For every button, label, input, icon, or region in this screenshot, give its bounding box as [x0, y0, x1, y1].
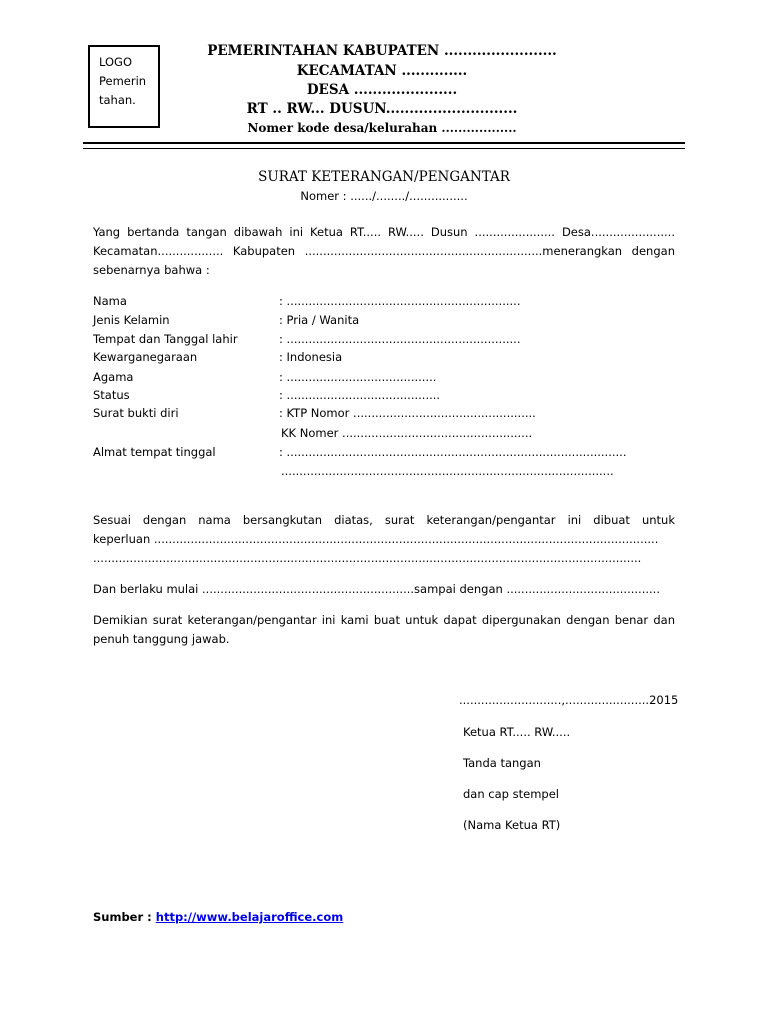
header-village-code: Nomer kode desa/kelurahan ..................	[247, 121, 517, 135]
field-value-kk: KK Nomer ....................................................	[281, 426, 533, 440]
field-value-status: : ..........................................	[279, 388, 441, 402]
header-rt-rw: RT .. RW... DUSUN............................	[246, 101, 518, 117]
signature-date: ............................,.......................2015	[459, 693, 679, 707]
purpose-line-3: ......................................................................................................................................................	[93, 551, 642, 565]
intro-line-1: Yang bertanda tangan dibawah ini Ketua RT..... RW..... Dusun ...................... Desa.......................	[93, 225, 675, 239]
field-value-ktp: : KTP Nomor ..................................................	[279, 406, 536, 420]
field-label-nationality: Kewarganegaraan	[93, 350, 198, 364]
closing-line-1: Demikian surat keterangan/pengantar ini kami buat untuk dapat dipergunakan dengan benar dan	[93, 613, 675, 627]
logo-line-1: LOGO	[99, 55, 133, 69]
field-value-name: : ................................................................	[279, 294, 521, 308]
header-divider-thin	[83, 148, 685, 149]
field-label-religion: Agama	[93, 370, 134, 384]
field-value-address: : .............................................................................................	[279, 445, 627, 459]
closing-line-2: penuh tanggung jawab.	[93, 632, 230, 646]
signature-stamp-note: dan cap stempel	[463, 787, 559, 801]
field-label-address: Almat tempat tinggal	[93, 445, 216, 459]
letter-number: Nomer : ....../......../................	[300, 189, 468, 203]
field-value-gender: : Pria / Wanita	[279, 313, 360, 327]
header-village: DESA ......................	[306, 82, 458, 98]
logo-line-2: Pemerin	[99, 74, 147, 88]
letter-title: SURAT KETERANGAN/PENGANTAR	[258, 169, 510, 185]
intro-line-3: sebenarnya bahwa :	[93, 263, 210, 277]
field-label-status: Status	[93, 388, 130, 402]
signature-name: (Nama Ketua RT)	[463, 818, 561, 832]
purpose-line-1: Sesuai dengan nama bersangkutan diatas, surat keterangan/pengantar ini dibuat untuk	[93, 513, 675, 527]
source-link[interactable]: http://www.belajaroffice.com	[155, 910, 344, 924]
logo-line-3: tahan.	[99, 93, 136, 107]
purpose-line-2: keperluan ..........................................................................................................................................	[93, 532, 659, 546]
field-label-gender: Jenis Kelamin	[93, 313, 170, 327]
field-value-nationality: : Indonesia	[279, 350, 343, 364]
signature-sign-note: Tanda tangan	[463, 756, 541, 770]
field-value-address-cont: ...........................................................................................	[281, 464, 614, 478]
field-label-birth: Tempat dan Tanggal lahir	[93, 332, 238, 346]
source-label: Sumber :	[93, 910, 156, 924]
intro-line-2: Kecamatan.................. Kabupaten .................................................................menerangkan dengan	[93, 244, 675, 258]
header-subdistrict: KECAMATAN ..............	[296, 63, 468, 79]
field-value-birth: : ................................................................	[279, 332, 521, 346]
field-label-id-proof: Surat bukti diri	[93, 406, 179, 420]
header-government: PEMERINTAHAN KABUPATEN ........................	[207, 43, 557, 59]
signature-role: Ketua RT..... RW.....	[463, 725, 571, 739]
header-divider-thick	[83, 142, 685, 144]
field-label-name: Nama	[93, 294, 127, 308]
logo-placeholder	[88, 45, 160, 128]
source-line	[93, 910, 343, 924]
validity-line: Dan berlaku mulai ..........................................................sampai dengan ..........................................	[93, 582, 660, 596]
field-value-religion: : .........................................	[279, 370, 437, 384]
